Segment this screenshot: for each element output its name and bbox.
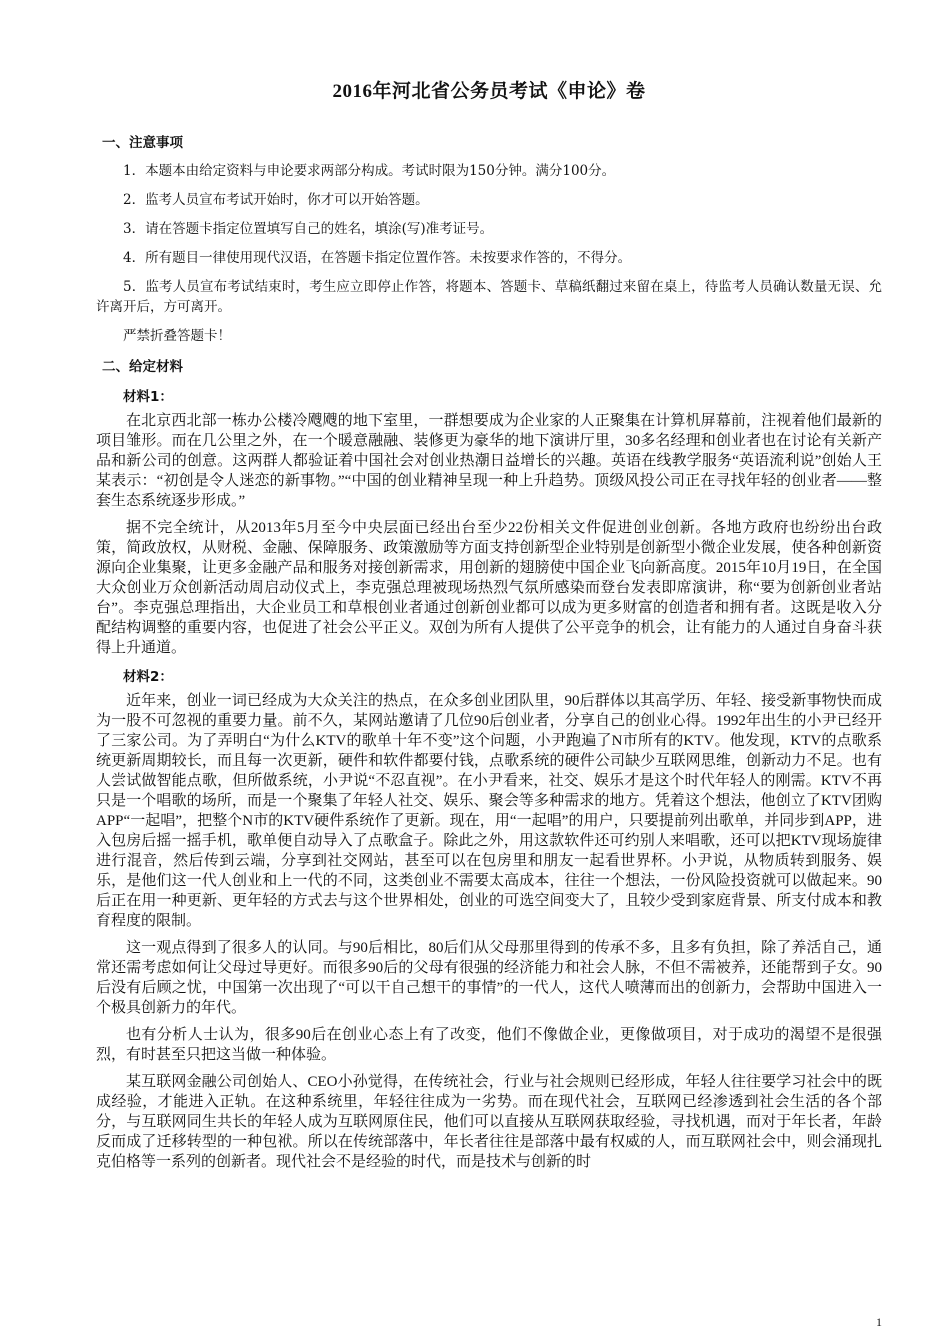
- material-paragraph: 这一观点得到了很多人的认同。与90后相比，80后们从父母那里得到的传承不多，且多有负担，除了养活自己，通常还需考虑如何让父母过导更好。而很多90后的父母有很强的经济能力和社会人脉，不但不需被养，还能帮到子女。90后没有后顾之忧，中国第一次出现了“可以干自己想干的事情”的一代人，这代人喷薄而出的创新力，会帮助中国进入一个极具创新力的年代。: [96, 940, 882, 1016]
- notice-item: 2．监考人员宣布考试开始时，你才可以开始答题。: [123, 192, 429, 208]
- notice-item: 1．本题本由给定资料与申论要求两部分构成。考试时限为150分钟。满分100分。: [123, 163, 616, 179]
- notice-warning: 严禁折叠答题卡！: [123, 328, 231, 344]
- document-title: 2016年河北省公务员考试《申论》卷: [332, 81, 646, 102]
- material-paragraph: 某互联网金融公司创始人、CEO小孙觉得，在传统社会，行业与社会规则已经形成，年轻人往往要学习社会中的既成经验，才能进入正轨。在这种系统里，年轻往往成为一劣势。而在现代社会，互联网已经渗透到社会生活的各个部分，与互联网同生共长的年轻人成为互联网原住民，他们可以直接从互联网获取经验，寻找机遇，而对于年长者，年龄反而成了迁移转型的一种包袱。所以在传统部落中，年长者往往是部落中最有权威的人，而互联网社会中，则会涌现扎克伯格等一系列的创新者。现代社会不是经验的时代，而是技术与创新的时: [96, 1074, 882, 1170]
- notice-heading: 一、注意事项: [102, 135, 183, 151]
- material-paragraph: 据不完全统计，从2013年5月至今中央层面已经出台至少22份相关文件促进创业创新。各地方政府也纷纷出台政策，简政放权，从财税、金融、保障服务、政策激励等方面支持创新型企业特别是创新型小微企业发展，使各种创新资源向企业集聚，让更多金融产品和服务对接创新需求，用创新的翅膀使中国企业飞向新高度。2015年10月19日，在全国大众创业万众创新活动周启动仪式上，李克强总理被现场热烈气氛所感染而登台发表即席演讲，称“要为创新创业者站台”。李克强总理指出，大企业员工和草根创业者通过创新创业都可以成为更多财富的创造者和拥有者。这既是收入分配结构调整的重要内容，也促进了社会公平正义。双创为所有人提供了公平竞争的机会，让有能力的人通过自身奋斗获得上升通道。: [96, 520, 882, 656]
- exam-page: [96, 70, 882, 1179]
- notice-item: 4．所有题目一律使用现代汉语，在答题卡指定位置作答。未按要求作答的，不得分。: [123, 250, 632, 266]
- material-paragraph: 在北京西北部一栋办公楼冷飕飕的地下室里，一群想要成为企业家的人正聚集在计算机屏幕前，注视着他们最新的项目雏形。而在几公里之外，在一个暖意融融、装修更为豪华的地下演讲厅里，30多名经理和创业者也在讨论有关新产品和新公司的创意。这两群人都验证着中国社会对创业热潮日益增长的兴趣。英语在线教学服务“英语流利说”创始人王某表示：“初创是令人迷恋的新事物。”“中国的创业精神呈现一种上升趋势。顶级风投公司正在寻找年轻的创业者——整套生态系统逐步形成。”: [96, 413, 882, 509]
- notice-item: 5．监考人员宣布考试结束时，考生应立即停止作答，将题本、答题卡、草稿纸翻过来留在桌上，待监考人员确认数量无误、允许离开后，方可离开。: [96, 279, 882, 315]
- material-paragraph: 也有分析人士认为，很多90后在创业心态上有了改变，他们不像做企业，更像做项目，对于成功的渴望不是很强烈，有时甚至只把这当做一种体验。: [96, 1027, 882, 1063]
- materials-heading: 二、给定材料: [102, 359, 183, 375]
- material-paragraph: 近年来，创业一词已经成为大众关注的热点，在众多创业团队里，90后群体以其高学历、年轻、接受新事物快而成为一股不可忽视的重要力量。前不久，某网站邀请了几位90后创业者，分享自己的创业心得。1992年出生的小尹已经开了三家公司。为了弄明白“为什么KTV的歌单十年不变”这个问题，小尹跑遍了N市所有的KTV。他发现，KTV的点歌系统更新周期较长，而且每一次更新，硬件和软件都要付钱，点歌系统的硬件公司缺少互联网思维，创新动力不足。也有人尝试做智能点歌，但所做系统，小尹说“不忍直视”。在小尹看来，社交、娱乐才是这个时代年轻人的刚需。KTV不再只是一个唱歌的场所，而是一个聚集了年轻人社交、娱乐、聚会等多种需求的地方。凭着这个想法，他创立了KTV团购APP“一起唱”，把整个N市的KTV硬件系统作了更新。现在，用“一起唱”的用户，只要提前列出歌单，并同步到APP，进入包房后摇一摇手机，歌单便自动导入了点歌盒子。除此之外，用这款软件还可约别人来唱歌，还可以把KTV现场旋律进行混音，然后传到云端，分享到社交网站，甚至可以在包房里和朋友一起看世界杯。小尹说，从物质转到服务、娱乐，是他们这一代人创业和上一代的不同，这类创业不需要太高成本，往往一个想法，一份风险投资就可以做起来。90后正在用一种更新、更年轻的方式去与这个世界相处，创业的可选空间变大了，且较少受到家庭背景、所支付成本和教育程度的限制。: [96, 693, 882, 929]
- notice-item: 3．请在答题卡指定位置填写自己的姓名，填涂(写)准考证号。: [123, 221, 494, 237]
- material-1-label: 材料1：: [123, 389, 173, 405]
- material-2-label: 材料2：: [123, 669, 173, 685]
- page-number: 1: [876, 1315, 882, 1329]
